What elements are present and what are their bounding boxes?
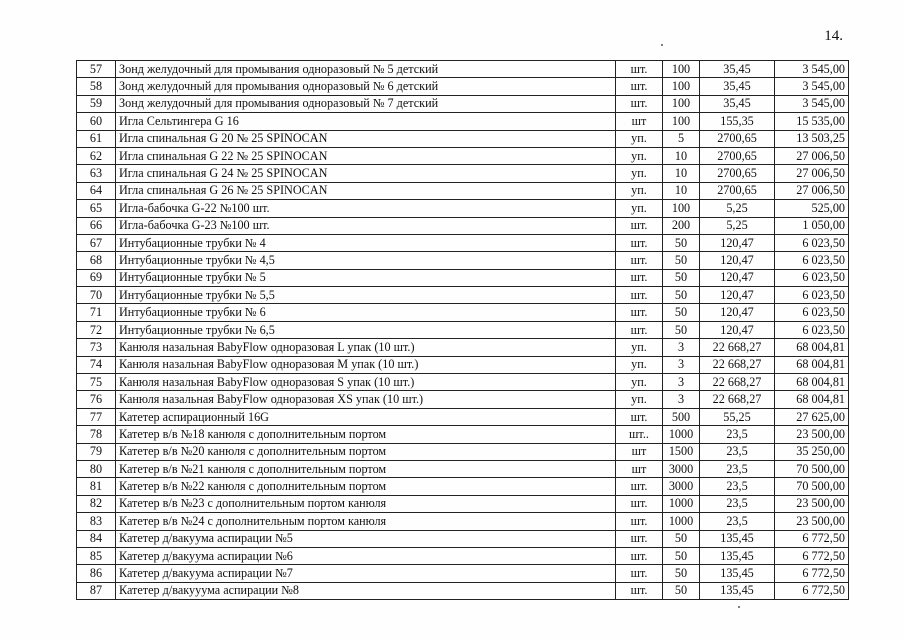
row-number: 63 <box>77 165 116 182</box>
item-name: Игла-бабочка G-23 №100 шт. <box>116 217 616 234</box>
item-sum: 1 050,00 <box>775 217 849 234</box>
item-price: 120,47 <box>700 234 775 251</box>
item-sum: 6 023,50 <box>775 269 849 286</box>
item-name: Катетер в/в №24 с дополнительным портом канюля <box>116 513 616 530</box>
item-sum: 27 625,00 <box>775 408 849 425</box>
table-row <box>77 408 849 425</box>
item-unit: шт. <box>616 287 663 304</box>
item-sum: 23 500,00 <box>775 513 849 530</box>
item-price: 155,35 <box>700 113 775 130</box>
item-name: Катетер в/в №20 канюля с дополнительным портом <box>116 443 616 460</box>
item-unit: уп. <box>616 374 663 391</box>
item-name: Катетер д/вакууума аспирации №8 <box>116 582 616 599</box>
table-row <box>77 339 849 356</box>
item-unit: уп. <box>616 130 663 147</box>
item-quantity: 100 <box>663 78 700 95</box>
table-row <box>77 287 849 304</box>
page-number: 14. <box>824 28 843 44</box>
item-quantity: 50 <box>663 252 700 269</box>
item-price: 35,45 <box>700 61 775 78</box>
table-row <box>77 165 849 182</box>
item-quantity: 50 <box>663 269 700 286</box>
item-name: Игла спинальная G 24 № 25 SPINOCAN <box>116 165 616 182</box>
item-quantity: 100 <box>663 200 700 217</box>
item-name: Катетер в/в №23 с дополнительным портом канюля <box>116 495 616 512</box>
item-sum: 68 004,81 <box>775 339 849 356</box>
item-unit: уп. <box>616 339 663 356</box>
table-row <box>77 200 849 217</box>
item-unit: шт. <box>616 478 663 495</box>
row-number: 73 <box>77 339 116 356</box>
item-unit: шт <box>616 460 663 477</box>
item-name: Канюля назальная BabyFlow одноразовая M упак (10 шт.) <box>116 356 616 373</box>
table-row <box>77 304 849 321</box>
row-number: 62 <box>77 147 116 164</box>
item-price: 2700,65 <box>700 165 775 182</box>
item-sum: 23 500,00 <box>775 426 849 443</box>
item-name: Канюля назальная BabyFlow одноразовая S упак (10 шт.) <box>116 374 616 391</box>
item-name: Интубационные трубки № 6 <box>116 304 616 321</box>
item-sum: 6 772,50 <box>775 582 849 599</box>
table-row <box>77 495 849 512</box>
table-row <box>77 269 849 286</box>
item-price: 23,5 <box>700 495 775 512</box>
item-unit: шт. <box>616 321 663 338</box>
item-price: 22 668,27 <box>700 374 775 391</box>
item-price: 23,5 <box>700 513 775 530</box>
item-sum: 68 004,81 <box>775 374 849 391</box>
item-unit: шт. <box>616 547 663 564</box>
item-sum: 70 500,00 <box>775 460 849 477</box>
table-row <box>77 321 849 338</box>
item-quantity: 10 <box>663 182 700 199</box>
item-price: 120,47 <box>700 321 775 338</box>
item-name: Катетер в/в №22 канюля с дополнительным портом <box>116 478 616 495</box>
item-quantity: 100 <box>663 95 700 112</box>
item-unit: шт. <box>616 78 663 95</box>
row-number: 66 <box>77 217 116 234</box>
table-row <box>77 95 849 112</box>
item-quantity: 50 <box>663 234 700 251</box>
item-sum: 27 006,50 <box>775 165 849 182</box>
row-number: 78 <box>77 426 116 443</box>
row-number: 85 <box>77 547 116 564</box>
item-unit: шт <box>616 113 663 130</box>
item-unit: шт. <box>616 217 663 234</box>
row-number: 76 <box>77 391 116 408</box>
items-table <box>76 60 849 600</box>
item-sum: 68 004,81 <box>775 356 849 373</box>
row-number: 70 <box>77 287 116 304</box>
item-quantity: 50 <box>663 530 700 547</box>
item-sum: 35 250,00 <box>775 443 849 460</box>
table-row <box>77 582 849 599</box>
item-name: Катетер д/вакуума аспирации №6 <box>116 547 616 564</box>
item-price: 23,5 <box>700 426 775 443</box>
item-quantity: 50 <box>663 321 700 338</box>
item-quantity: 1000 <box>663 426 700 443</box>
item-price: 120,47 <box>700 304 775 321</box>
item-quantity: 3 <box>663 339 700 356</box>
item-name: Интубационные трубки № 6,5 <box>116 321 616 338</box>
item-price: 22 668,27 <box>700 356 775 373</box>
items-table-body <box>77 61 849 600</box>
item-name: Канюля назальная BabyFlow одноразовая L упак (10 шт.) <box>116 339 616 356</box>
row-number: 82 <box>77 495 116 512</box>
item-unit: шт. <box>616 513 663 530</box>
item-sum: 6 772,50 <box>775 565 849 582</box>
item-price: 120,47 <box>700 252 775 269</box>
item-unit: уп. <box>616 147 663 164</box>
item-name: Игла Сельтингера G 16 <box>116 113 616 130</box>
row-number: 57 <box>77 61 116 78</box>
table-row <box>77 426 849 443</box>
table-row <box>77 217 849 234</box>
item-sum: 525,00 <box>775 200 849 217</box>
table-row <box>77 460 849 477</box>
item-sum: 3 545,00 <box>775 78 849 95</box>
item-price: 35,45 <box>700 78 775 95</box>
item-sum: 6 023,50 <box>775 234 849 251</box>
item-price: 135,45 <box>700 547 775 564</box>
item-quantity: 3000 <box>663 460 700 477</box>
row-number: 74 <box>77 356 116 373</box>
item-sum: 70 500,00 <box>775 478 849 495</box>
item-price: 35,45 <box>700 95 775 112</box>
item-unit: шт. <box>616 95 663 112</box>
item-quantity: 1000 <box>663 513 700 530</box>
item-price: 23,5 <box>700 478 775 495</box>
item-unit: уп. <box>616 356 663 373</box>
item-sum: 6 772,50 <box>775 547 849 564</box>
row-number: 64 <box>77 182 116 199</box>
item-sum: 68 004,81 <box>775 391 849 408</box>
item-quantity: 500 <box>663 408 700 425</box>
item-price: 120,47 <box>700 269 775 286</box>
row-number: 67 <box>77 234 116 251</box>
item-sum: 6 023,50 <box>775 321 849 338</box>
item-unit: уп. <box>616 165 663 182</box>
item-quantity: 3 <box>663 356 700 373</box>
row-number: 79 <box>77 443 116 460</box>
item-sum: 15 535,00 <box>775 113 849 130</box>
row-number: 71 <box>77 304 116 321</box>
row-number: 60 <box>77 113 116 130</box>
table-row <box>77 147 849 164</box>
item-name: Зонд желудочный для промывания одноразовый № 6 детский <box>116 78 616 95</box>
item-price: 2700,65 <box>700 182 775 199</box>
item-unit: уп. <box>616 182 663 199</box>
row-number: 80 <box>77 460 116 477</box>
table-row <box>77 530 849 547</box>
item-sum: 6 023,50 <box>775 304 849 321</box>
row-number: 61 <box>77 130 116 147</box>
table-row <box>77 547 849 564</box>
item-sum: 27 006,50 <box>775 182 849 199</box>
item-name: Катетер в/в №21 канюля с дополнительным портом <box>116 460 616 477</box>
item-name: Интубационные трубки № 4,5 <box>116 252 616 269</box>
item-price: 23,5 <box>700 443 775 460</box>
item-price: 2700,65 <box>700 147 775 164</box>
item-name: Игла спинальная G 26 № 25 SPINOCAN <box>116 182 616 199</box>
item-quantity: 5 <box>663 130 700 147</box>
item-unit: шт. <box>616 565 663 582</box>
item-unit: шт. <box>616 582 663 599</box>
item-unit: шт <box>616 443 663 460</box>
item-name: Катетер аспирационный 16G <box>116 408 616 425</box>
item-unit: шт.. <box>616 426 663 443</box>
item-quantity: 50 <box>663 565 700 582</box>
item-quantity: 3000 <box>663 478 700 495</box>
item-quantity: 10 <box>663 147 700 164</box>
item-name: Игла-бабочка G-22 №100 шт. <box>116 200 616 217</box>
item-price: 55,25 <box>700 408 775 425</box>
item-price: 5,25 <box>700 217 775 234</box>
row-number: 59 <box>77 95 116 112</box>
row-number: 87 <box>77 582 116 599</box>
item-unit: шт. <box>616 530 663 547</box>
item-unit: шт. <box>616 234 663 251</box>
table-row <box>77 374 849 391</box>
item-unit: шт. <box>616 269 663 286</box>
item-quantity: 50 <box>663 304 700 321</box>
row-number: 75 <box>77 374 116 391</box>
item-quantity: 100 <box>663 113 700 130</box>
table-row <box>77 113 849 130</box>
item-name: Игла спинальная G 22 № 25 SPINOCAN <box>116 147 616 164</box>
table-row <box>77 443 849 460</box>
row-number: 69 <box>77 269 116 286</box>
item-name: Катетер в/в №18 канюля с дополнительным портом <box>116 426 616 443</box>
item-sum: 3 545,00 <box>775 61 849 78</box>
item-unit: шт. <box>616 495 663 512</box>
item-name: Игла спинальная G 20 № 25 SPINOCAN <box>116 130 616 147</box>
item-unit: шт. <box>616 252 663 269</box>
item-unit: шт. <box>616 304 663 321</box>
item-price: 23,5 <box>700 460 775 477</box>
item-sum: 13 503,25 <box>775 130 849 147</box>
row-number: 81 <box>77 478 116 495</box>
item-unit: шт. <box>616 61 663 78</box>
item-unit: уп. <box>616 391 663 408</box>
row-number: 65 <box>77 200 116 217</box>
table-row <box>77 478 849 495</box>
table-row <box>77 130 849 147</box>
item-sum: 23 500,00 <box>775 495 849 512</box>
item-name: Катетер д/вакуума аспирации №5 <box>116 530 616 547</box>
item-name: Зонд желудочный для промывания одноразовый № 5 детский <box>116 61 616 78</box>
item-price: 135,45 <box>700 582 775 599</box>
row-number: 58 <box>77 78 116 95</box>
item-name: Зонд желудочный для промывания одноразовый № 7 детский <box>116 95 616 112</box>
item-quantity: 1000 <box>663 495 700 512</box>
row-number: 86 <box>77 565 116 582</box>
item-price: 135,45 <box>700 565 775 582</box>
item-price: 2700,65 <box>700 130 775 147</box>
item-sum: 6 023,50 <box>775 252 849 269</box>
table-row <box>77 78 849 95</box>
item-quantity: 200 <box>663 217 700 234</box>
item-quantity: 50 <box>663 547 700 564</box>
item-unit: шт. <box>616 408 663 425</box>
table-row <box>77 356 849 373</box>
item-sum: 27 006,50 <box>775 147 849 164</box>
item-price: 5,25 <box>700 200 775 217</box>
item-sum: 6 772,50 <box>775 530 849 547</box>
item-name: Интубационные трубки № 5 <box>116 269 616 286</box>
scan-speck <box>661 44 663 46</box>
item-price: 22 668,27 <box>700 339 775 356</box>
row-number: 84 <box>77 530 116 547</box>
item-quantity: 1500 <box>663 443 700 460</box>
item-quantity: 3 <box>663 374 700 391</box>
table-row <box>77 565 849 582</box>
item-sum: 6 023,50 <box>775 287 849 304</box>
item-name: Катетер д/вакуума аспирации №7 <box>116 565 616 582</box>
item-quantity: 100 <box>663 61 700 78</box>
row-number: 83 <box>77 513 116 530</box>
item-quantity: 3 <box>663 391 700 408</box>
item-sum: 3 545,00 <box>775 95 849 112</box>
item-name: Канюля назальная BabyFlow одноразовая XS упак (10 шт.) <box>116 391 616 408</box>
table-row <box>77 391 849 408</box>
item-quantity: 10 <box>663 165 700 182</box>
item-name: Интубационные трубки № 5,5 <box>116 287 616 304</box>
item-price: 22 668,27 <box>700 391 775 408</box>
table-row <box>77 513 849 530</box>
item-quantity: 50 <box>663 287 700 304</box>
row-number: 72 <box>77 321 116 338</box>
item-price: 135,45 <box>700 530 775 547</box>
table-row <box>77 61 849 78</box>
scan-speck <box>738 606 740 608</box>
item-name: Интубационные трубки № 4 <box>116 234 616 251</box>
row-number: 68 <box>77 252 116 269</box>
table-row <box>77 182 849 199</box>
item-quantity: 50 <box>663 582 700 599</box>
row-number: 77 <box>77 408 116 425</box>
table-row <box>77 234 849 251</box>
item-unit: уп. <box>616 200 663 217</box>
table-row <box>77 252 849 269</box>
item-price: 120,47 <box>700 287 775 304</box>
